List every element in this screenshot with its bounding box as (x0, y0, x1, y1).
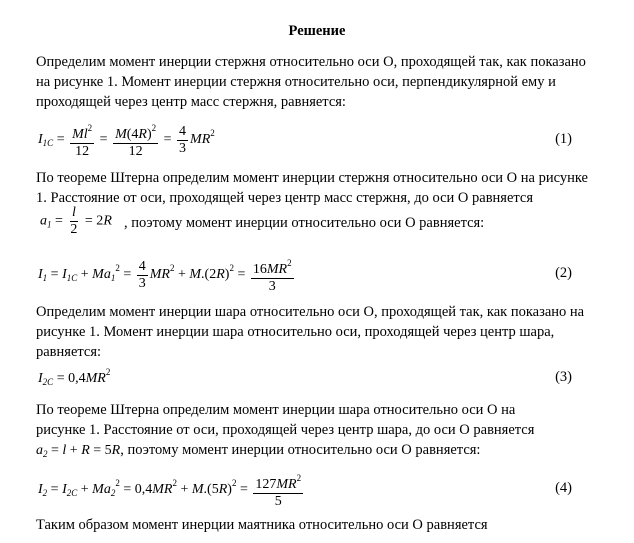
fraction: $\frac{Ml^2}{12}$ (70, 120, 94, 160)
equation-2: $I_1 = I_{1C} + Ma_1^2$ = $\frac{4}{3}$ $MR^2 + M.(2R)^2$ = $\frac{16MR^2}{3}$ (38, 255, 296, 295)
paragraph-steiner-rod: По теореме Штерна определим момент инерции стержня относительно оси O на рисунке 1. Расстояние от оси, проходящей через центр масс стержня, до оси O равняется (36, 170, 588, 206)
fraction: $\frac{4}{3}$ (179, 123, 187, 156)
equation-a1: $a_1$ = $\frac{l}{2}$ = 2R (40, 205, 112, 237)
equation-3-number: (3) (555, 369, 572, 385)
section-heading: Решение (288, 23, 346, 39)
paragraph-steiner-ball (36, 400, 536, 464)
paragraph-rod-intro: Определим момент инерции стержня относительно оси O, проходящей так, как показано на рисунке 1. Момент инерции стержня относительно оси, перпендикулярной ему и проходящей через центр масс стержня, равняется: (36, 54, 586, 110)
fraction: $\frac{M(4R)^2}{12}$ (113, 120, 158, 160)
equation-4-number: (4) (555, 480, 572, 496)
equation-2-number: (2) (555, 265, 572, 281)
paragraph-steiner-rod-tail: , поэтому момент инерции относительно оси O равняется: (124, 215, 485, 231)
fraction: $\frac{16MR^2}{3}$ (251, 255, 294, 295)
equation-1-number: (1) (555, 131, 572, 147)
paragraph-steiner-ball-tail: поэтому момент инерции относительно оси O равняется: (127, 442, 481, 458)
paragraph-ball-intro: Определим момент инерции шара относительно оси O, проходящей так, как показано на рисунке 1. Момент инерции шара относительно оси, проходящей через центр шара, равняется: (36, 304, 585, 360)
fraction: $\frac{127MR^2}{5}$ (253, 470, 303, 510)
equation-a2: $a_2 = l + R = 5R$ (36, 443, 121, 459)
paragraph-conclusion: Таким образом момент инерции маятника относительно оси O равняется (36, 517, 488, 533)
equation-4: $I_2 = I_{2C} + Ma_2^2 = 0,4MR^2 + M.(5R)^2$ = $\frac{127MR^2}{5}$ (38, 470, 305, 510)
fraction: $\frac{4}{3}$ (138, 258, 146, 291)
equation-1: $I_{1C}$ = $\frac{Ml^2}{12}$ = $\frac{M(4R)^2}{12}$ = $\frac{4}{3}$ $MR^2$ (38, 120, 215, 160)
fraction: $\frac{l}{2}$ (70, 205, 78, 237)
equation-3: $I_{2C} = 0,4MR^2$ (38, 367, 111, 387)
paragraph-steiner-ball-comma: , (120, 442, 124, 458)
paragraph-steiner-ball-text: По теореме Штерна определим момент инерции шара относительно оси O на рисунке 1. Расстояние от оси, проходящей через центр шара, до оси O равняется (36, 402, 535, 438)
